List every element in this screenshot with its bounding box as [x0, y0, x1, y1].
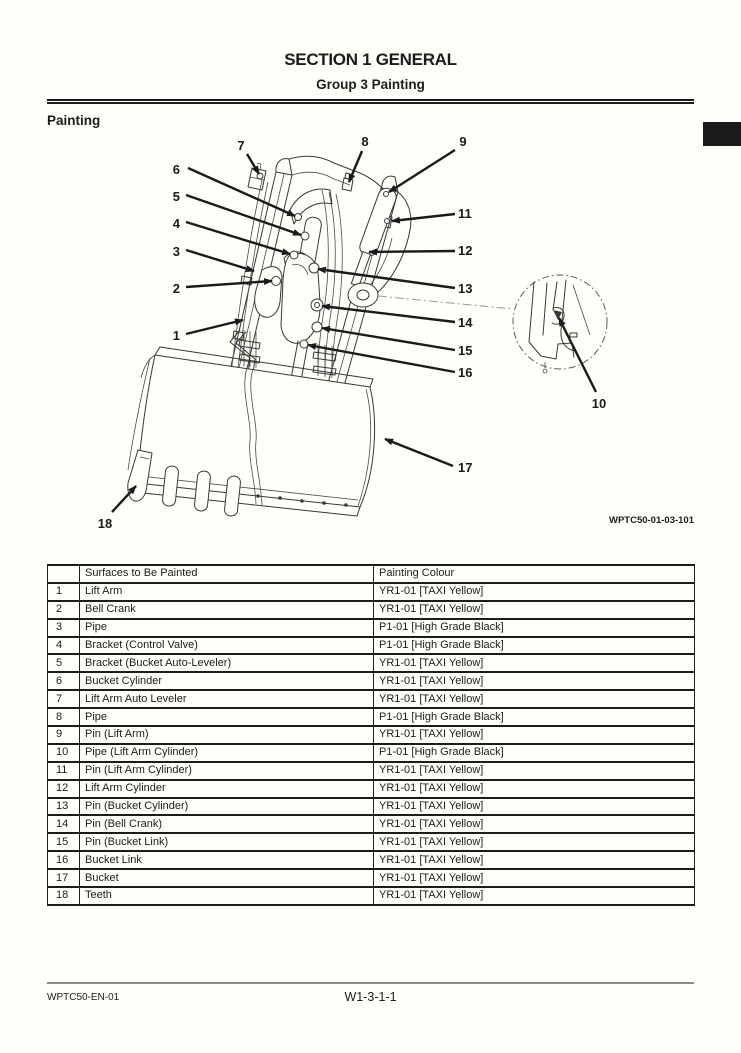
page-heading: Painting [47, 113, 101, 128]
colour-cell: YR1-01 [TAXI Yellow] [374, 815, 695, 833]
loader-front-attachment-drawing [0, 130, 741, 550]
colour-cell: P1-01 [High Grade Black] [374, 744, 695, 762]
footer-page-number: W1-3-1-1 [344, 990, 397, 1004]
table-row [48, 619, 695, 637]
surface-cell: Bucket Link [80, 851, 374, 869]
table-row [48, 869, 695, 887]
callout-number: 18 [97, 516, 113, 531]
table-header-cell [48, 565, 80, 583]
table-row [48, 637, 695, 655]
colour-cell: YR1-01 [TAXI Yellow] [374, 762, 695, 780]
callout-number: 10 [591, 396, 607, 411]
row-number-cell: 11 [48, 762, 80, 780]
row-number-cell: 15 [48, 833, 80, 851]
table-row [48, 762, 695, 780]
callout-arrow [318, 269, 455, 288]
callout-arrow [322, 328, 455, 350]
callout-number: 15 [458, 343, 473, 358]
header-double-rule [47, 99, 694, 104]
callout-arrow [188, 168, 295, 216]
row-number-cell: 1 [48, 583, 80, 601]
detail-leader-line [378, 296, 513, 309]
surface-cell: Pipe [80, 619, 374, 637]
colour-cell: YR1-01 [TAXI Yellow] [374, 654, 695, 672]
painting-diagram [0, 130, 741, 550]
table-row [48, 726, 695, 744]
bucket [128, 347, 375, 517]
surface-cell: Bracket (Bucket Auto-Leveler) [80, 654, 374, 672]
table-row [48, 833, 695, 851]
paint-table [47, 564, 695, 906]
callout-arrow [186, 250, 254, 271]
painting-table-wrap [47, 564, 694, 906]
colour-cell: YR1-01 [TAXI Yellow] [374, 583, 695, 601]
colour-cell: YR1-01 [TAXI Yellow] [374, 601, 695, 619]
callout-number: 2 [172, 281, 180, 296]
row-number-cell: 14 [48, 815, 80, 833]
row-number-cell: 7 [48, 690, 80, 708]
table-header-row [48, 565, 695, 583]
callout-arrow [389, 150, 455, 192]
callout-arrow [385, 439, 453, 466]
table-row [48, 708, 695, 726]
surface-cell: Lift Arm Auto Leveler [80, 690, 374, 708]
callout-arrow [247, 154, 259, 174]
row-number-cell: 5 [48, 654, 80, 672]
row-number-cell: 10 [48, 744, 80, 762]
surface-cell: Lift Arm Cylinder [80, 780, 374, 798]
callout-arrow [349, 151, 362, 182]
callout-arrow [559, 318, 596, 392]
table-row [48, 780, 695, 798]
surface-cell: Pin (Bucket Link) [80, 833, 374, 851]
callout-number: 3 [172, 244, 180, 259]
callout-arrow [369, 251, 455, 252]
row-number-cell: 17 [48, 869, 80, 887]
surface-cell: Pipe [80, 708, 374, 726]
callout-number: 9 [459, 134, 467, 149]
surface-cell: Pipe (Lift Arm Cylinder) [80, 744, 374, 762]
table-header-cell: Painting Colour [374, 565, 695, 583]
table-row [48, 690, 695, 708]
footer-rule [47, 982, 694, 984]
group-title: Group 3 Painting [316, 77, 425, 92]
row-number-cell: 18 [48, 887, 80, 905]
row-number-cell: 6 [48, 672, 80, 690]
row-number-cell: 2 [48, 601, 80, 619]
callout-number: 13 [458, 281, 473, 296]
callout-number: 16 [458, 365, 473, 380]
colour-cell: YR1-01 [TAXI Yellow] [374, 833, 695, 851]
surface-cell: Bucket Cylinder [80, 672, 374, 690]
callout-arrow [392, 214, 455, 221]
table-row [48, 815, 695, 833]
surface-cell: Teeth [80, 887, 374, 905]
row-number-cell: 12 [48, 780, 80, 798]
callout-arrow [186, 195, 301, 235]
table-header-cell: Surfaces to Be Painted [80, 565, 374, 583]
colour-cell: YR1-01 [TAXI Yellow] [374, 690, 695, 708]
callout-number: 5 [172, 189, 180, 204]
row-number-cell: 4 [48, 637, 80, 655]
row-number-cell: 13 [48, 798, 80, 816]
callout-arrow [186, 320, 243, 334]
callout-number: 8 [361, 134, 369, 149]
section-title: SECTION 1 GENERAL [284, 50, 457, 69]
colour-cell: YR1-01 [TAXI Yellow] [374, 869, 695, 887]
row-number-cell: 3 [48, 619, 80, 637]
surface-cell: Pin (Bucket Cylinder) [80, 798, 374, 816]
table-row [48, 798, 695, 816]
callout-number: 12 [458, 243, 473, 258]
table-row [48, 672, 695, 690]
surface-cell: Pin (Lift Arm Cylinder) [80, 762, 374, 780]
paint-table-head [48, 565, 695, 583]
surface-cell: Bracket (Control Valve) [80, 637, 374, 655]
figure-code: WPTC50-01-03-101 [608, 515, 694, 526]
callout-number: 1 [172, 328, 180, 343]
surface-cell: Bell Crank [80, 601, 374, 619]
colour-cell: YR1-01 [TAXI Yellow] [374, 798, 695, 816]
table-row [48, 887, 695, 905]
colour-cell: YR1-01 [TAXI Yellow] [374, 851, 695, 869]
surface-cell: Bucket [80, 869, 374, 887]
surface-cell: Pin (Lift Arm) [80, 726, 374, 744]
callout-number: 7 [237, 138, 245, 153]
colour-cell: YR1-01 [TAXI Yellow] [374, 672, 695, 690]
callout-number: 11 [458, 206, 472, 221]
table-row [48, 654, 695, 672]
colour-cell: P1-01 [High Grade Black] [374, 708, 695, 726]
row-number-cell: 16 [48, 851, 80, 869]
table-row [48, 851, 695, 869]
footer-doc-code: WPTC50-EN-01 [47, 992, 120, 1003]
row-number-cell: 8 [48, 708, 80, 726]
paint-table-body [48, 583, 695, 905]
colour-cell: P1-01 [High Grade Black] [374, 619, 695, 637]
surface-cell: Pin (Bell Crank) [80, 815, 374, 833]
colour-cell: P1-01 [High Grade Black] [374, 637, 695, 655]
table-row [48, 601, 695, 619]
callout-number: 4 [172, 216, 180, 231]
colour-cell: YR1-01 [TAXI Yellow] [374, 780, 695, 798]
colour-cell: YR1-01 [TAXI Yellow] [374, 887, 695, 905]
table-row [48, 744, 695, 762]
callout-number: 14 [458, 315, 473, 330]
row-number-cell: 9 [48, 726, 80, 744]
callout-arrow [322, 306, 455, 322]
table-row [48, 583, 695, 601]
callout-number: 6 [172, 162, 180, 177]
surface-cell: Lift Arm [80, 583, 374, 601]
colour-cell: YR1-01 [TAXI Yellow] [374, 726, 695, 744]
pipe-detail-circle [513, 275, 607, 373]
callout-number: 17 [458, 460, 473, 475]
